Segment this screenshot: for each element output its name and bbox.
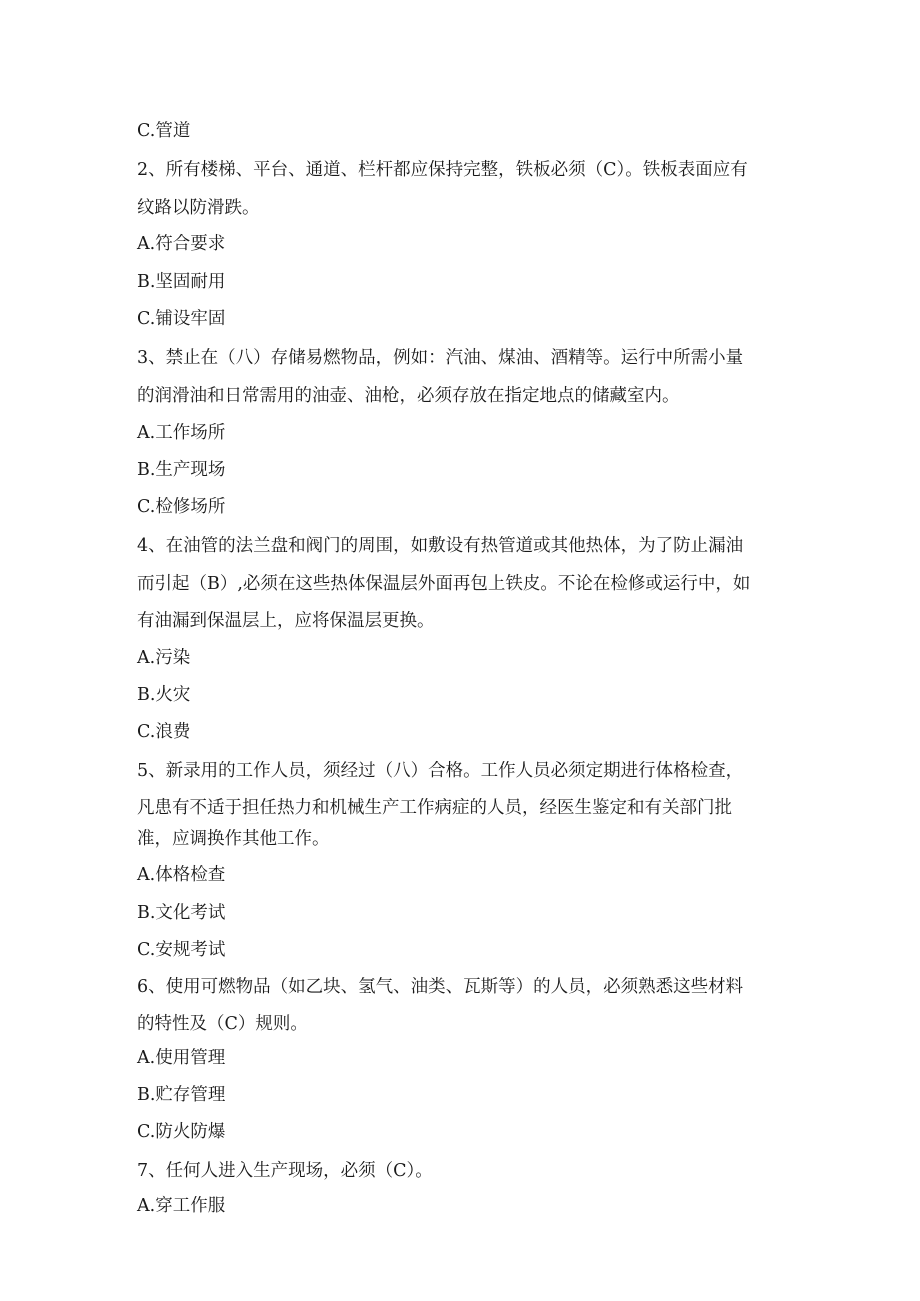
option-line: B.文化考试 <box>137 903 226 923</box>
question-line: 凡患有不适于担任热力和机械生产工作病症的人员，经医生鉴定和有关部门批 <box>137 798 732 818</box>
option-line: A.工作场所 <box>137 423 226 443</box>
option-line: A.使用管理 <box>137 1048 226 1068</box>
question-line: 的特性及（C）规则。 <box>137 1014 308 1034</box>
option-line: B.贮存管理 <box>137 1085 226 1105</box>
option-line: A.污染 <box>137 648 191 668</box>
option-line: B.坚固耐用 <box>137 272 226 292</box>
option-line: A.穿工作服 <box>137 1196 226 1216</box>
question-line: 7、任何人进入生产现场，必须（C）。 <box>137 1161 433 1181</box>
option-line: A.体格检查 <box>137 865 226 885</box>
question-line: 5、新录用的工作人员，须经过（八）合格。工作人员必须定期进行体格检查， <box>137 761 744 781</box>
option-line: C.浪费 <box>137 722 191 742</box>
option-line: C.管道 <box>137 121 191 141</box>
question-line: 3、禁止在（八）存储易燃物品，例如：汽油、煤油、酒精等。运行中所需小量 <box>137 348 744 368</box>
question-line: 4、在油管的法兰盘和阀门的周围，如敷设有热管道或其他热体，为了防止漏油 <box>137 536 744 556</box>
option-line: B.火灾 <box>137 685 191 705</box>
question-line: 纹路以防滑跌。 <box>137 198 260 218</box>
question-line: 准，应调换作其他工作。 <box>137 829 330 849</box>
option-line: C.安规考试 <box>137 940 226 960</box>
option-line: B.生产现场 <box>137 460 226 480</box>
question-line: 6、使用可燃物品（如乙块、氢气、油类、瓦斯等）的人员，必须熟悉这些材料 <box>137 977 744 997</box>
question-line: 有油漏到保温层上，应将保温层更换。 <box>137 611 435 631</box>
question-line: 的润滑油和日常需用的油壶、油枪，必须存放在指定地点的储藏室内。 <box>137 386 680 406</box>
question-line: 而引起（B）,必须在这些热体保温层外面再包上铁皮。不论在检修或运行中，如 <box>137 574 751 594</box>
option-line: C.铺设牢固 <box>137 309 226 329</box>
question-line: 2、所有楼梯、平台、通道、栏杆都应保持完整，铁板必须（C）。铁板表面应有 <box>137 160 748 180</box>
option-line: C.检修场所 <box>137 497 226 517</box>
option-line: C.防火防爆 <box>137 1122 226 1142</box>
option-line: A.符合要求 <box>137 234 226 254</box>
